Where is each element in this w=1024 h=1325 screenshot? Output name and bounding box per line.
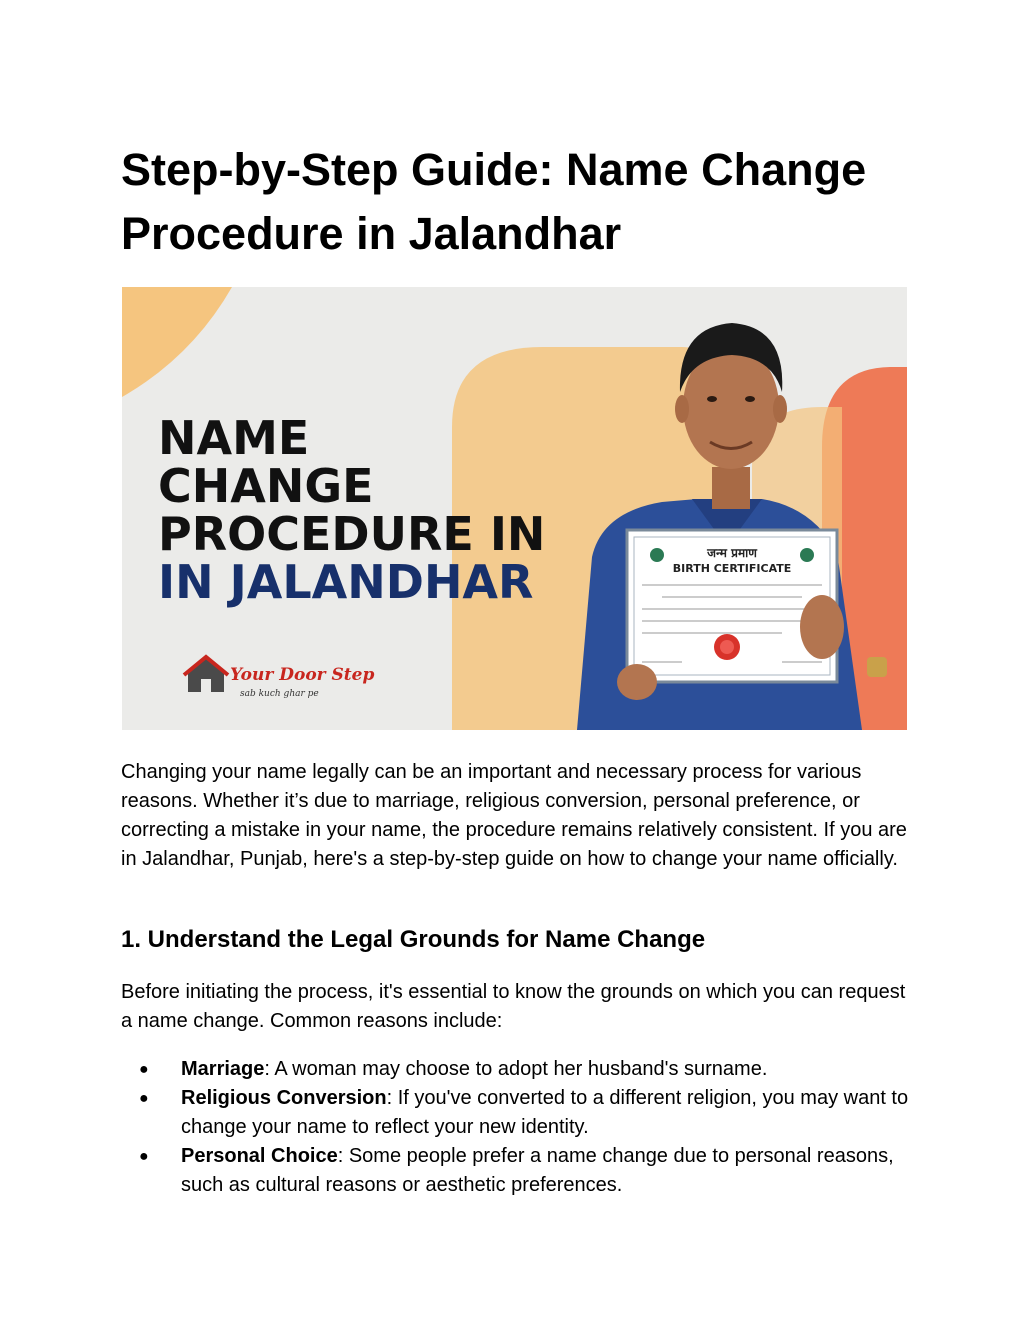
bullet-icon: ● [139, 1061, 149, 1078]
hero-headline-line-2: CHANGE [158, 459, 374, 513]
list-item [121, 1055, 911, 1084]
hero-headline-line-1: NAME [158, 411, 310, 465]
hero-illustration [122, 287, 907, 730]
list-item-text: : If you've converted to a different religion, you may want to change your name to reflect your new identity. [181, 1087, 909, 1138]
reasons-list [121, 1055, 911, 1200]
hero-headline-line-3: PROCEDURE IN [158, 507, 546, 561]
section-heading-1: 1. Understand the Legal Grounds for Name Change [121, 926, 706, 953]
bullet-icon: ● [139, 1148, 149, 1165]
list-item-text: : A woman may choose to adopt her husband's surname. [264, 1058, 768, 1080]
certificate-title: BIRTH CERTIFICATE [672, 562, 792, 575]
list-item [121, 1142, 911, 1200]
list-item-term: Personal Choice [181, 1145, 338, 1167]
logo-tagline: sab kuch ghar pe [240, 689, 319, 699]
list-item-text: : Some people prefer a name change due to personal reasons, such as cultural reasons or aesthetic preferences. [181, 1145, 894, 1196]
hero-image [122, 287, 907, 730]
section-lead-paragraph: Before initiating the process, it's essential to know the grounds on which you can request a name change. Common reasons include: [121, 981, 906, 1032]
certificate-script: जन्म प्रमाण [707, 546, 757, 560]
page-title: Step-by-Step Guide: Name Change Procedure in Jalandhar [121, 144, 867, 259]
intro-paragraph: Changing your name legally can be an important and necessary process for various reasons. Whether it’s due to marriage, religious conversion, personal preference, or correcting a mistake in your name, the procedure remains relatively consistent. If you are in Jalandhar, Punjab, here's a step-by-step guide on how to change your name officially. [121, 761, 907, 870]
list-item [121, 1084, 911, 1142]
list-item-term: Religious Conversion [181, 1087, 387, 1109]
bullet-icon: ● [139, 1090, 149, 1107]
hero-headline-line-4: IN JALANDHAR [158, 555, 534, 609]
list-item-term: Marriage [181, 1058, 265, 1080]
logo-text: Your Door Step [230, 665, 375, 685]
